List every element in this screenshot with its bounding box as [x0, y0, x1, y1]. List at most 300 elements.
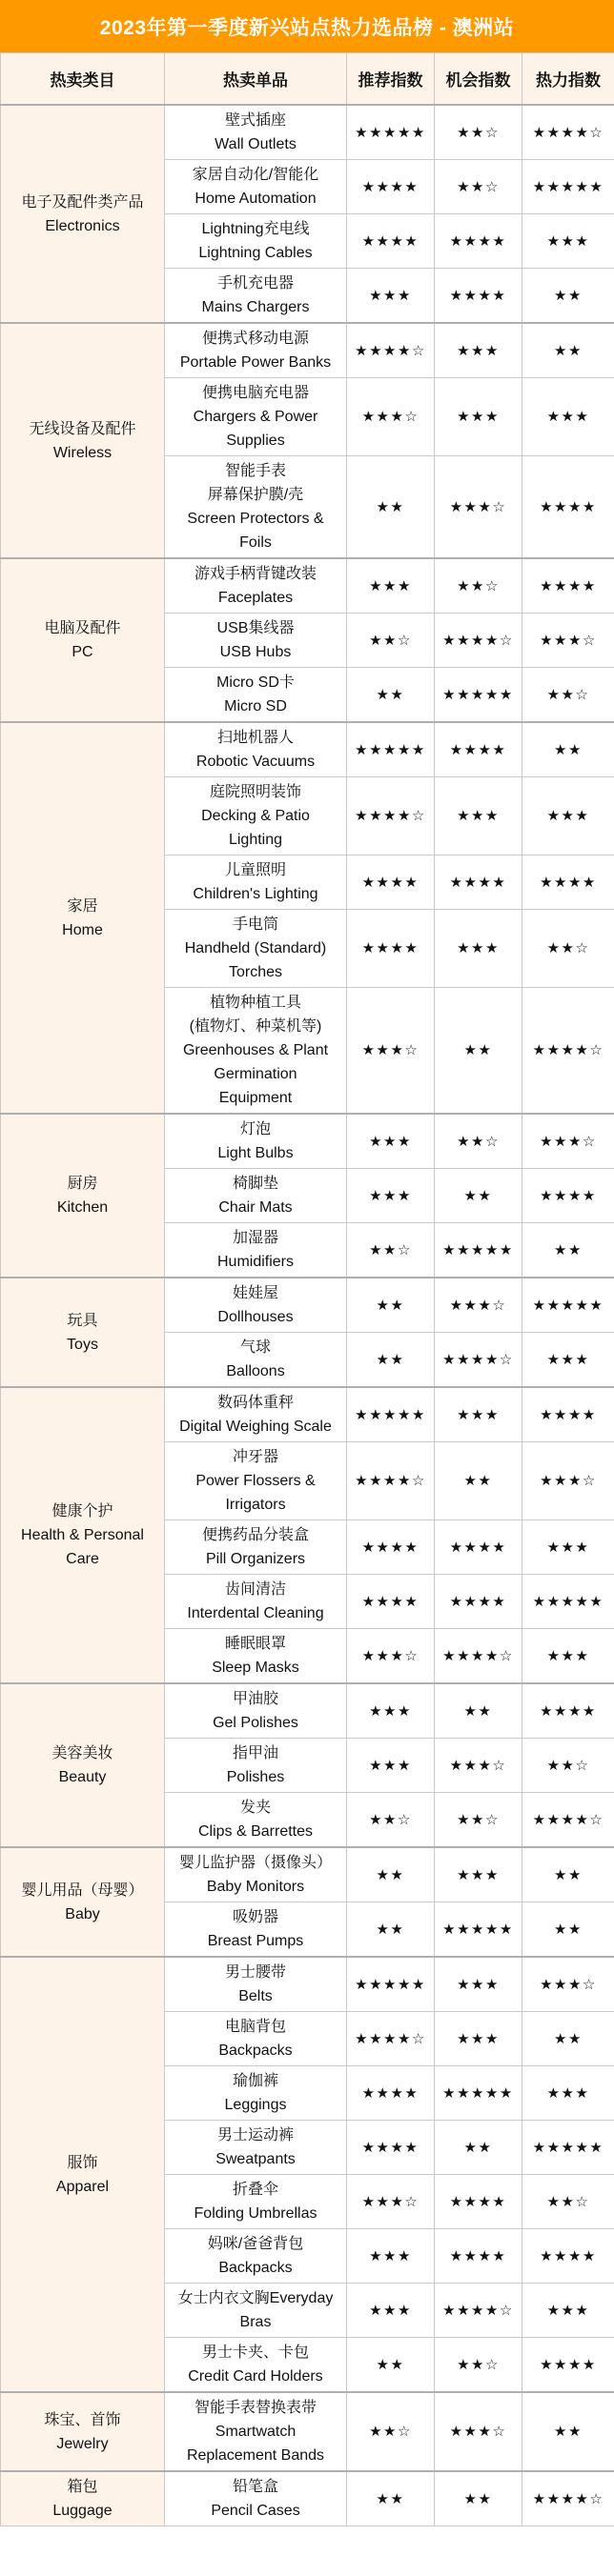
opportunity-index-stars: ★★★	[435, 777, 522, 855]
opportunity-index-stars: ★★★★☆	[435, 1333, 522, 1388]
recommend-index-stars: ★★★★	[347, 2121, 435, 2175]
item-label-line: Gel Polishes	[213, 1715, 298, 1731]
opportunity-index-stars: ★★☆	[435, 105, 522, 160]
item-label-line: 睡眠眼罩	[224, 1636, 286, 1652]
category-label-line: 美容美妆	[51, 1745, 113, 1761]
recommend-index-stars: ★★★	[347, 1683, 435, 1739]
heat-index-stars: ★★	[522, 1902, 614, 1958]
recommend-index-stars: ★★★	[347, 1169, 435, 1223]
opportunity-index-stars: ★★★★☆	[435, 614, 522, 668]
category-label-line: 婴儿用品（母婴）	[21, 1882, 144, 1899]
item-label-line: Power Flossers &	[195, 1473, 316, 1489]
table-row	[1, 1114, 614, 1169]
item-label-line: 娃娃屋	[232, 1285, 278, 1301]
category-label-line: Beauty	[58, 1769, 107, 1785]
category-label-line: PC	[72, 644, 93, 660]
item-label-line: Light Bulbs	[217, 1145, 294, 1161]
item-cell	[165, 2338, 347, 2393]
item-label-line: 折叠伞	[232, 2182, 278, 2198]
item-cell	[165, 1793, 347, 1848]
table-row	[1, 1847, 614, 1902]
item-label-line: 男士卡夹、卡包	[201, 2345, 309, 2361]
recommend-index-stars: ★★★☆	[347, 2175, 435, 2229]
recommend-index-stars: ★★	[347, 1333, 435, 1388]
opportunity-index-stars: ★★☆	[435, 558, 522, 614]
heat-index-stars: ★★★★★	[522, 1575, 614, 1629]
item-label-line: Polishes	[226, 1769, 285, 1785]
col-header-category: 热卖类目	[1, 53, 165, 106]
recommend-index-stars: ★★☆	[347, 2392, 435, 2471]
item-cell	[165, 1575, 347, 1629]
recommend-index-stars: ★★☆	[347, 614, 435, 668]
category-cell	[1, 1683, 165, 1847]
recommend-index-stars: ★★	[347, 456, 435, 559]
item-label-line: Decking & Patio	[201, 808, 310, 824]
col-header-recommend-index: 推荐指数	[347, 53, 435, 106]
heat-index-stars: ★★★☆	[522, 1114, 614, 1169]
heat-index-stars: ★★★★	[522, 1169, 614, 1223]
item-label-line: USB Hubs	[219, 644, 292, 660]
opportunity-index-stars: ★★	[435, 2471, 522, 2526]
heat-index-stars: ★★★★	[522, 2229, 614, 2284]
item-cell	[165, 558, 347, 614]
category-cell	[1, 1114, 165, 1278]
item-label-line: 发夹	[239, 1800, 271, 1816]
recommend-index-stars: ★★★★	[347, 160, 435, 214]
heat-index-stars: ★★★	[522, 1333, 614, 1388]
item-cell	[165, 722, 347, 777]
item-label-line: 家居自动化/智能化	[192, 167, 319, 183]
opportunity-index-stars: ★★★★	[435, 2229, 522, 2284]
item-cell	[165, 105, 347, 160]
recommend-index-stars: ★★★	[347, 1114, 435, 1169]
table-header	[1, 53, 614, 106]
item-cell	[165, 988, 347, 1115]
recommend-index-stars: ★★☆	[347, 1223, 435, 1278]
item-cell	[165, 456, 347, 559]
item-label-line: Breast Pumps	[207, 1933, 304, 1949]
item-label-line: Micro SD卡	[216, 674, 295, 691]
item-label-line: Lightning Cables	[198, 245, 313, 261]
heat-index-stars: ★★★★	[522, 2338, 614, 2393]
opportunity-index-stars: ★★★☆	[435, 456, 522, 559]
table-row	[1, 1957, 614, 2012]
opportunity-index-stars: ★★★	[435, 2012, 522, 2066]
item-label-line: 儿童照明	[224, 862, 286, 878]
item-label-line: 手机充电器	[216, 275, 294, 292]
opportunity-index-stars: ★★	[435, 1683, 522, 1739]
category-cell	[1, 558, 165, 722]
item-label-line: 加湿器	[232, 1230, 278, 1246]
item-cell	[165, 2284, 347, 2338]
item-cell	[165, 2066, 347, 2121]
category-cell	[1, 2471, 165, 2526]
table-row	[1, 1683, 614, 1739]
item-cell	[165, 323, 347, 378]
item-cell	[165, 855, 347, 910]
item-label-line: 瑜伽裤	[232, 2073, 278, 2089]
opportunity-index-stars: ★★★★	[435, 722, 522, 777]
item-label-line: 男士运动裤	[216, 2127, 294, 2143]
item-cell	[165, 2121, 347, 2175]
recommend-index-stars: ★★★★★	[347, 1387, 435, 1442]
opportunity-index-stars: ★★	[435, 2121, 522, 2175]
item-label-line: Equipment	[218, 1090, 293, 1106]
category-label-line: 厨房	[67, 1176, 98, 1192]
category-label-line: 电子及配件类产品	[21, 193, 144, 211]
item-label-line: Pill Organizers	[205, 1551, 306, 1567]
recommend-index-stars: ★★	[347, 2338, 435, 2393]
item-label-line: Robotic Vacuums	[195, 754, 316, 770]
recommend-index-stars: ★★★★★	[347, 105, 435, 160]
col-header-heat-index: 热力指数	[522, 53, 614, 106]
opportunity-index-stars: ★★	[435, 1442, 522, 1520]
item-cell	[165, 1387, 347, 1442]
heat-index-stars: ★★	[522, 323, 614, 378]
heat-index-stars: ★★★★★	[522, 160, 614, 214]
recommend-index-stars: ★★★★	[347, 855, 435, 910]
item-cell	[165, 1169, 347, 1223]
item-label-line: (植物灯、种菜机等)	[189, 1018, 322, 1035]
item-label-line: 庭院照明装饰	[209, 784, 301, 800]
heat-index-stars: ★★★★☆	[522, 2471, 614, 2526]
item-label-line: Lighting	[228, 832, 283, 848]
item-cell	[165, 160, 347, 214]
category-label-line: 电脑及配件	[44, 620, 121, 636]
opportunity-index-stars: ★★★	[435, 1847, 522, 1902]
opportunity-index-stars: ★★★★	[435, 2175, 522, 2229]
heat-index-stars: ★★	[522, 1847, 614, 1902]
heat-index-stars: ★★★★★	[522, 1278, 614, 1333]
heat-index-stars: ★★★★	[522, 456, 614, 559]
category-cell	[1, 105, 165, 323]
item-label-line: Chair Mats	[218, 1199, 293, 1216]
category-label-line: Health & Personal	[21, 1527, 144, 1543]
table-row	[1, 323, 614, 378]
heat-index-stars: ★★☆	[522, 910, 614, 988]
item-label-line: 婴儿监护器（摄像头）	[178, 1855, 332, 1871]
item-label-line: Backpacks	[218, 2260, 293, 2276]
heat-index-stars: ★★★★	[522, 855, 614, 910]
item-label-line: Foils	[239, 534, 272, 551]
item-label-line: 智能手表替换表带	[194, 2400, 317, 2416]
recommend-index-stars: ★★	[347, 2471, 435, 2526]
heat-index-stars: ★★★☆	[522, 614, 614, 668]
opportunity-index-stars: ★★★★	[435, 214, 522, 269]
table-body	[1, 105, 614, 2526]
item-label-line: Greenhouses & Plant	[182, 1042, 329, 1058]
opportunity-index-stars: ★★★★☆	[435, 2284, 522, 2338]
item-cell	[165, 1520, 347, 1575]
item-cell	[165, 2229, 347, 2284]
item-label-line: 女士内衣文胸Everyday	[177, 2290, 334, 2306]
recommend-index-stars: ★★★☆	[347, 988, 435, 1115]
opportunity-index-stars: ★★☆	[435, 1114, 522, 1169]
item-cell	[165, 2012, 347, 2066]
category-label-line: 家居	[67, 897, 98, 915]
recommend-index-stars: ★★★★☆	[347, 2012, 435, 2066]
recommend-index-stars: ★★★★	[347, 2066, 435, 2121]
opportunity-index-stars: ★★★☆	[435, 2392, 522, 2471]
heat-index-stars: ★★☆	[522, 1739, 614, 1793]
item-label-line: Handheld (Standard)	[184, 940, 327, 956]
heat-index-stars: ★★	[522, 1223, 614, 1278]
heat-index-stars: ★★★☆	[522, 1442, 614, 1520]
heat-index-stars: ★★	[522, 269, 614, 324]
item-label-line: Balloons	[226, 1363, 285, 1379]
item-label-line: 齿间清洁	[224, 1581, 286, 1598]
heat-index-stars: ★★★★	[522, 1387, 614, 1442]
opportunity-index-stars: ★★	[435, 1169, 522, 1223]
heat-index-stars: ★★★★☆	[522, 988, 614, 1115]
opportunity-index-stars: ★★★	[435, 378, 522, 456]
opportunity-index-stars: ★★★★★	[435, 668, 522, 723]
item-label-line: Germination	[214, 1066, 297, 1082]
item-label-line: Replacement Bands	[186, 2447, 325, 2464]
category-label-line: Apparel	[55, 2178, 110, 2195]
item-cell	[165, 1629, 347, 1684]
opportunity-index-stars: ★★★★	[435, 855, 522, 910]
report-title: 2023年第一季度新兴站点热力选品榜 - 澳洲站	[0, 0, 614, 52]
opportunity-index-stars: ★★★★	[435, 1575, 522, 1629]
opportunity-index-stars: ★★☆	[435, 1793, 522, 1848]
item-label-line: Pencil Cases	[211, 2503, 300, 2519]
category-cell	[1, 1957, 165, 2392]
category-label-line: 珠宝、首饰	[44, 2411, 121, 2428]
item-label-line: USB集线器	[216, 620, 295, 636]
recommend-index-stars: ★★★★★	[347, 1957, 435, 2012]
item-label-line: Children's Lighting	[193, 886, 318, 902]
opportunity-index-stars: ★★★★☆	[435, 1629, 522, 1684]
item-cell	[165, 1847, 347, 1902]
item-label-line: Mains Chargers	[201, 299, 310, 315]
category-label-line: 健康个护	[51, 1503, 113, 1519]
opportunity-index-stars: ★★★★★	[435, 2066, 522, 2121]
item-label-line: 屏幕保护膜/壳	[207, 487, 304, 503]
recommend-index-stars: ★★	[347, 1847, 435, 1902]
item-label-line: 男士腰带	[224, 1964, 286, 1981]
heat-index-stars: ★★★	[522, 2066, 614, 2121]
category-label-line: 玩具	[67, 1312, 98, 1329]
category-label-line: Jewelry	[56, 2435, 109, 2452]
recommend-index-stars: ★★★	[347, 269, 435, 324]
item-label-line: 甲油胶	[232, 1691, 278, 1707]
item-label-line: 电脑背包	[224, 2019, 286, 2035]
item-label-line: Irrigators	[225, 1497, 286, 1513]
opportunity-index-stars: ★★★	[435, 1957, 522, 2012]
item-label-line: Baby Monitors	[206, 1879, 305, 1895]
heat-index-stars: ★★★	[522, 214, 614, 269]
item-label-line: Clips & Barrettes	[197, 1823, 314, 1840]
recommend-index-stars: ★★★★	[347, 910, 435, 988]
item-label-line: Digital Weighing Scale	[179, 1419, 332, 1435]
item-label-line: Belts	[238, 1988, 273, 2004]
heat-index-stars: ★★★	[522, 777, 614, 855]
item-cell	[165, 2471, 347, 2526]
category-cell	[1, 1387, 165, 1683]
item-label-line: Dollhouses	[217, 1309, 294, 1325]
heat-index-stars: ★★★★★	[522, 2121, 614, 2175]
item-cell	[165, 1739, 347, 1793]
item-label-line: 吸奶器	[232, 1909, 278, 1925]
category-label-line: Toys	[67, 1336, 98, 1353]
item-cell	[165, 1223, 347, 1278]
item-cell	[165, 1333, 347, 1388]
col-header-opportunity-index: 机会指数	[435, 53, 522, 106]
recommend-index-stars: ★★★★	[347, 1575, 435, 1629]
item-label-line: Leggings	[224, 2097, 287, 2113]
item-label-line: 手电筒	[232, 916, 278, 933]
category-label-line: Wireless	[52, 444, 113, 461]
table-row	[1, 722, 614, 777]
category-label-line: 无线设备及配件	[29, 420, 136, 437]
item-label-line: Bras	[239, 2314, 272, 2330]
item-cell	[165, 378, 347, 456]
category-cell	[1, 722, 165, 1114]
item-label-line: Screen Protectors &	[187, 511, 324, 527]
category-cell	[1, 323, 165, 558]
recommend-index-stars: ★★★★	[347, 1520, 435, 1575]
recommend-index-stars: ★★★	[347, 1739, 435, 1793]
item-label-line: Smartwatch	[215, 2424, 297, 2440]
heat-index-stars: ★★	[522, 2012, 614, 2066]
item-label-line: 壁式插座	[224, 112, 286, 129]
category-label-line: Home	[62, 921, 103, 938]
item-label-line: Home Automation	[194, 191, 317, 207]
category-label-line: Kitchen	[56, 1199, 109, 1216]
recommend-index-stars: ★★	[347, 668, 435, 723]
heat-index-stars: ★★★	[522, 2284, 614, 2338]
item-label-line: Faceplates	[217, 590, 294, 606]
heat-index-stars: ★★☆	[522, 668, 614, 723]
recommend-index-stars: ★★	[347, 1902, 435, 1958]
opportunity-index-stars: ★★☆	[435, 2338, 522, 2393]
recommend-index-stars: ★★★☆	[347, 378, 435, 456]
category-label-line: Baby	[65, 1905, 100, 1922]
item-cell	[165, 2392, 347, 2471]
opportunity-index-stars: ★★★☆	[435, 1278, 522, 1333]
item-label-line: Portable Power Banks	[179, 354, 332, 371]
item-label-line: 游戏手柄背键改装	[194, 566, 317, 582]
heat-index-stars: ★★★	[522, 378, 614, 456]
item-label-line: 植物种植工具	[209, 995, 301, 1011]
heat-index-stars: ★★★★☆	[522, 105, 614, 160]
item-label-line: 扫地机器人	[216, 730, 294, 746]
opportunity-index-stars: ★★☆	[435, 160, 522, 214]
table-row	[1, 1387, 614, 1442]
item-label-line: 铅笔盒	[232, 2479, 278, 2495]
header-row	[1, 53, 614, 106]
item-cell	[165, 214, 347, 269]
recommend-index-stars: ★★	[347, 1278, 435, 1333]
item-label-line: 椅脚垫	[232, 1176, 278, 1192]
category-label-line: Care	[66, 1551, 99, 1567]
opportunity-index-stars: ★★★★★	[435, 1223, 522, 1278]
item-cell	[165, 668, 347, 723]
item-label-line: Backpacks	[218, 2043, 293, 2059]
table-row	[1, 1278, 614, 1333]
item-label-line: Humidifiers	[216, 1254, 294, 1270]
heat-index-stars: ★★	[522, 2392, 614, 2471]
opportunity-index-stars: ★★	[435, 988, 522, 1115]
item-label-line: Sweatpants	[215, 2151, 296, 2167]
recommend-index-stars: ★★☆	[347, 1793, 435, 1848]
item-label-line: 气球	[239, 1339, 271, 1356]
item-cell	[165, 269, 347, 324]
heat-index-stars: ★★★★	[522, 558, 614, 614]
category-label-line: 服饰	[67, 2154, 98, 2171]
opportunity-index-stars: ★★★★★	[435, 1902, 522, 1958]
table-row	[1, 2392, 614, 2471]
item-label-line: Sleep Masks	[212, 1660, 299, 1676]
item-label-line: 便携药品分装盒	[201, 1527, 309, 1543]
item-cell	[165, 777, 347, 855]
item-cell	[165, 1683, 347, 1739]
item-label-line: Lightning充电线	[201, 221, 310, 237]
recommend-index-stars: ★★★	[347, 2284, 435, 2338]
item-label-line: Folding Umbrellas	[194, 2205, 317, 2222]
item-label-line: Interdental Cleaning	[187, 1605, 324, 1621]
category-label-line: Luggage	[52, 2503, 113, 2519]
category-label-line: Electronics	[45, 217, 120, 234]
opportunity-index-stars: ★★★★	[435, 1520, 522, 1575]
item-label-line: Torches	[228, 964, 283, 980]
table-row	[1, 105, 614, 160]
item-label-line: Chargers & Power	[193, 409, 318, 425]
item-label-line: Wall Outlets	[215, 136, 297, 152]
item-label-line: Supplies	[226, 433, 285, 449]
recommend-index-stars: ★★★	[347, 2229, 435, 2284]
item-cell	[165, 1442, 347, 1520]
item-label-line: 指甲油	[232, 1745, 278, 1761]
item-label-line: 灯泡	[239, 1121, 271, 1137]
item-cell	[165, 1957, 347, 2012]
opportunity-index-stars: ★★★★	[435, 269, 522, 324]
opportunity-index-stars: ★★★	[435, 1387, 522, 1442]
opportunity-index-stars: ★★★☆	[435, 1739, 522, 1793]
category-cell	[1, 2392, 165, 2471]
item-cell	[165, 910, 347, 988]
heat-index-stars: ★★	[522, 722, 614, 777]
heat-index-stars: ★★★	[522, 1629, 614, 1684]
heat-index-stars: ★★☆	[522, 2175, 614, 2229]
item-label-line: 冲牙器	[232, 1449, 278, 1465]
item-cell	[165, 614, 347, 668]
recommend-index-stars: ★★★	[347, 558, 435, 614]
heat-index-stars: ★★★★☆	[522, 1793, 614, 1848]
item-label-line: 便携电脑充电器	[201, 385, 309, 401]
col-header-item: 热卖单品	[165, 53, 347, 106]
item-label-line: 数码体重秤	[216, 1395, 294, 1411]
item-label-line: Micro SD	[224, 698, 287, 714]
item-cell	[165, 1114, 347, 1169]
recommend-index-stars: ★★★★☆	[347, 1442, 435, 1520]
category-label-line: 箱包	[67, 2479, 98, 2495]
item-label-line: 便携式移动电源	[201, 331, 309, 347]
table-row	[1, 2471, 614, 2526]
item-label-line: Credit Card Holders	[188, 2368, 323, 2385]
hot-products-table	[0, 52, 614, 2526]
recommend-index-stars: ★★★☆	[347, 1629, 435, 1684]
heat-index-stars: ★★★★	[522, 1683, 614, 1739]
recommend-index-stars: ★★★★	[347, 214, 435, 269]
recommend-index-stars: ★★★★☆	[347, 323, 435, 378]
recommend-index-stars: ★★★★★	[347, 722, 435, 777]
item-label-line: 智能手表	[224, 463, 286, 479]
table-row	[1, 558, 614, 614]
heat-index-stars: ★★★	[522, 1520, 614, 1575]
heat-index-stars: ★★★☆	[522, 1957, 614, 2012]
